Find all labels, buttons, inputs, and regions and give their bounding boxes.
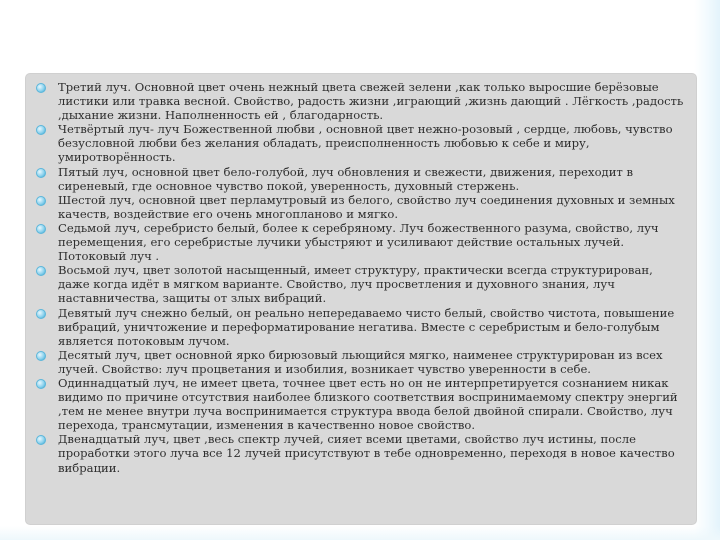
bullet-dot-icon: [36, 379, 46, 389]
ray-text: Восьмой луч, цвет золотой насыщенный, имеет структуру, практически всегда структурирован, даже когда идёт в мягком варианте. Свойство, луч просветления и духовного знания, луч наставничества, защиты от злых вибраций.: [58, 263, 653, 306]
ray-text: Десятый луч, цвет основной ярко бирюзовый льющийся мягко, наименее структурирован из всех лучей. Свойство: луч процветания и изобилия, возникает чувство уверенности в себе.: [58, 347, 663, 376]
list-item: [34, 348, 686, 376]
bullet-dot-icon: [36, 266, 46, 276]
ray-text: Третий луч. Основной цвет очень нежный цвета свежей зелени ,как только выросшие берёзовые листики или травка весной. Свойство, радость жизни ,играющий ,жизнь дающий . Лёгкость ,радость ,дыхание жизни. Наполненность ей , благодарность.: [58, 80, 684, 123]
list-item: [34, 263, 686, 305]
bullet-dot-icon: [36, 168, 46, 178]
bullet-dot-icon: [36, 196, 46, 206]
bullet-dot-icon: [36, 125, 46, 135]
list-item: [34, 193, 686, 221]
decorative-side-gradient: [694, 0, 720, 540]
list-item: [34, 165, 686, 193]
list-item: [34, 122, 686, 164]
content-panel: [26, 74, 696, 524]
bullet-dot-icon: [36, 351, 46, 361]
list-item: [34, 221, 686, 263]
list-item: [34, 306, 686, 348]
ray-text: Шестой луч, основной цвет перламутровый из белого, свойство луч соединения духовных и земных качеств, воздействие его очень многопланово и мягко.: [58, 192, 675, 221]
ray-text: Одиннадцатый луч, не имеет цвета, точнее цвет есть но он не интерпретируется сознанием никак видимо по причине отсутствия наиболее близкого соответствия воспринимаемому спектру энергий ,тем не менее внутри луча воспринимается структура ввода белой двойной спирали. Свойство, луч перехода, трансмутации, изменения в качественно новое свойство.: [58, 375, 678, 433]
list-item: [34, 80, 686, 122]
ray-text: Пятый луч, основной цвет бело-голубой, луч обновления и свежести, движения, переходит в сиреневый, где основное чувство покой, уверенность, духовный стержень.: [58, 164, 634, 193]
ray-text: Четвёртый луч- луч Божественной любви , основной цвет нежно-розовый , сердце, любовь, чувство безусловной любви без желания обладать, преисполненность любовью к себе и миру, умиротворённость.: [58, 122, 673, 165]
bullet-dot-icon: [36, 224, 46, 234]
bullet-dot-icon: [36, 435, 46, 445]
bullet-dot-icon: [36, 309, 46, 319]
bullet-dot-icon: [36, 83, 46, 93]
list-item: [34, 376, 686, 432]
decorative-bottom-gradient: [0, 526, 720, 540]
ray-text: Девятый луч снежно белый, он реально непередаваемо чисто белый, свойство чистота, повышение вибраций, уничтожение и переформатирование негатива. Вместе с серебристым и бело-голубым является потоковым лучом.: [58, 305, 675, 348]
ray-text: Седьмой луч, серебристо белый, более к серебряному. Луч божественного разума, свойство, луч перемещения, его серебристые лучики убыстряют и усиливают действие остальных лучей. Потоковый луч .: [58, 220, 659, 264]
ray-text: Двенадцатый луч, цвет ,весь спектр лучей, сияет всеми цветами, свойство луч истины, после проработки этого луча все 12 лучей присутствуют в тебе одновременно, переходя в новое качество вибрации.: [58, 432, 675, 475]
rays-list: [26, 74, 696, 475]
list-item: [34, 432, 686, 474]
